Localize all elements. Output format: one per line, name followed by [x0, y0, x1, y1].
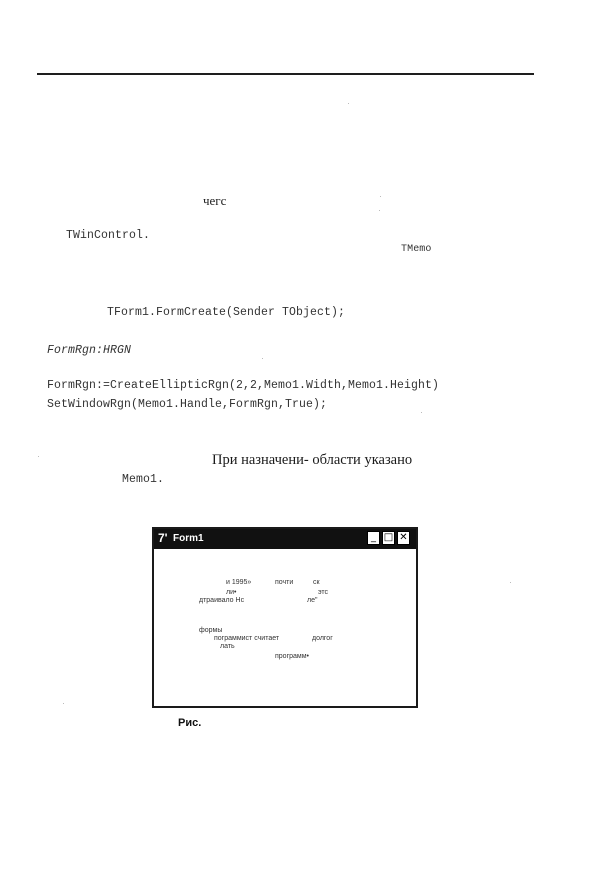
- code-line-formcreate: TForm1.FormCreate(Sender TObject);: [107, 306, 346, 319]
- memo-fragment: этс: [318, 589, 329, 596]
- code-line-formrgn-decl: FormRgn:HRGN: [47, 344, 132, 357]
- memo-fragment: дтраивало Нс: [199, 597, 245, 604]
- code-memo1: Memo1.: [122, 473, 165, 486]
- memo-fragment: почти: [275, 579, 294, 586]
- memo-fragment: ле": [307, 597, 318, 604]
- memo1-control[interactable]: [154, 549, 416, 706]
- code-twincontrol: TWinControl.: [66, 229, 151, 242]
- scan-speck: [38, 456, 39, 457]
- form1-window: [152, 527, 418, 708]
- code-line-createellipticrgn: FormRgn:=CreateEllipticRgn(2,2,Memo1.Width,Memo1.Height): [47, 379, 440, 392]
- memo-fragment: формы: [199, 627, 223, 634]
- window-title: Form1: [173, 533, 204, 544]
- close-icon[interactable]: ✕: [397, 531, 410, 545]
- scan-speck: [348, 103, 349, 104]
- code-line-setwindowrgn: SetWindowRgn(Memo1.Handle,FormRgn,True);: [47, 398, 328, 411]
- memo-fragment: долгог: [312, 635, 333, 642]
- memo-fragment: пограммист считает: [214, 635, 280, 642]
- scan-speck: [380, 196, 381, 197]
- memo-fragment: программ•: [275, 653, 309, 660]
- scan-speck: [510, 582, 511, 583]
- app-icon: 7': [158, 531, 168, 545]
- scan-speck: [63, 703, 64, 704]
- window-titlebar: [154, 529, 416, 549]
- figure-caption: Рис.: [178, 717, 202, 729]
- text-fragment-chegs: чегс: [203, 193, 227, 208]
- memo-fragment: и 1995»: [226, 579, 252, 586]
- scan-speck: [262, 358, 263, 359]
- minimize-icon[interactable]: _: [367, 531, 380, 545]
- body-sentence: При назначени- области указано: [212, 452, 413, 468]
- maximize-icon[interactable]: □: [383, 532, 394, 543]
- memo-fragment: ли•: [226, 589, 237, 596]
- memo-fragment: ск: [313, 579, 320, 586]
- header-rule: [37, 73, 534, 75]
- scan-speck: [421, 412, 422, 413]
- memo-fragment: лать: [220, 643, 235, 650]
- code-tmemo: TMemo: [401, 244, 432, 255]
- scan-speck: [379, 210, 380, 211]
